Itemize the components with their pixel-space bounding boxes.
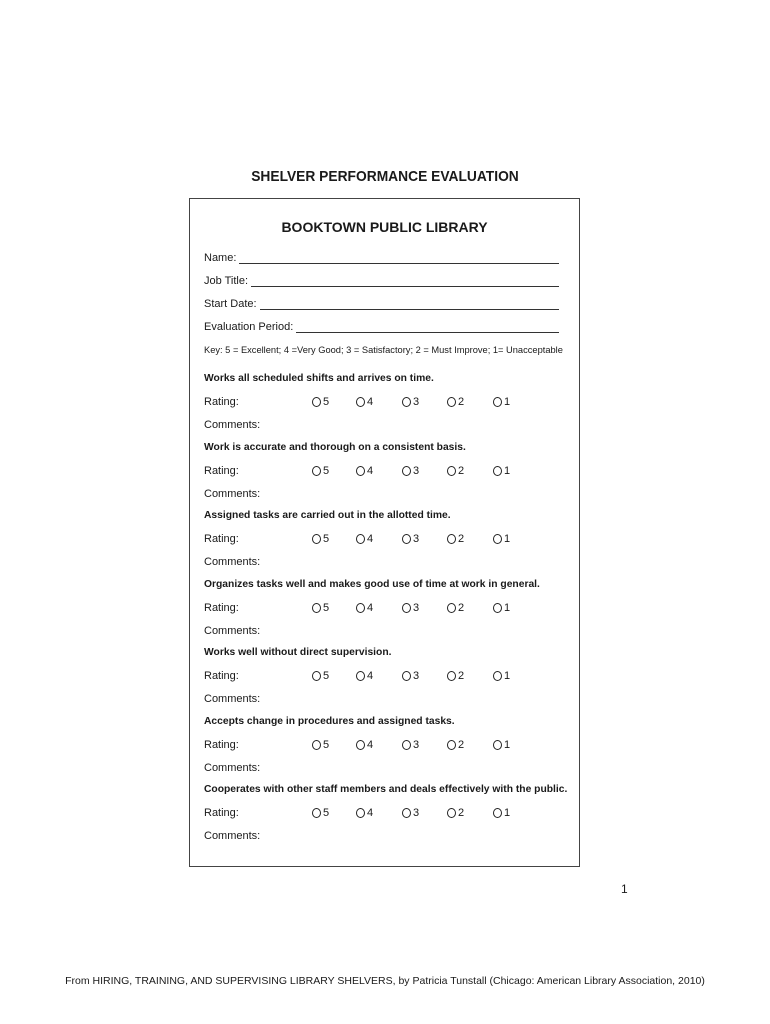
rating-option-label: 3 [413, 738, 420, 751]
job-title-field[interactable] [204, 275, 559, 287]
radio-circle-icon[interactable] [312, 397, 321, 407]
radio-circle-icon[interactable] [402, 808, 411, 818]
source-citation: From HIRING, TRAINING, AND SUPERVISING LIBRARY SHELVERS, by Patricia Tunstall (Chicago: American Library Association, 2010) [65, 975, 705, 987]
job-title-input-line[interactable] [251, 276, 559, 287]
rating-option-label: 1 [504, 670, 511, 682]
rating-option-1[interactable] [493, 465, 510, 477]
radio-circle-icon[interactable] [447, 534, 456, 544]
radio-circle-icon[interactable] [402, 466, 411, 476]
rating-option-label: 5 [323, 464, 330, 477]
rating-option-5[interactable] [312, 807, 329, 819]
radio-circle-icon[interactable] [402, 740, 411, 750]
question-section [204, 784, 568, 852]
rating-option-4[interactable] [356, 807, 373, 819]
rating-option-1[interactable] [493, 533, 510, 545]
name-field[interactable] [204, 252, 559, 264]
name-input-line[interactable] [239, 253, 559, 264]
rating-option-1[interactable] [493, 807, 510, 819]
rating-option-4[interactable] [356, 396, 373, 408]
rating-option-2[interactable] [447, 465, 464, 477]
radio-circle-icon[interactable] [312, 740, 321, 750]
comments-label: Comments: [204, 624, 261, 637]
rating-option-3[interactable] [402, 602, 419, 614]
rating-option-label: 1 [504, 601, 511, 614]
radio-circle-icon[interactable] [356, 740, 365, 750]
rating-option-2[interactable] [447, 396, 464, 408]
question-section [204, 373, 565, 441]
rating-option-3[interactable] [402, 670, 419, 682]
start-date-label: Start Date: [204, 298, 257, 310]
rating-option-4[interactable] [356, 739, 373, 751]
page-title: SHELVER PERFORMANCE EVALUATION [251, 168, 519, 185]
rating-option-label: 2 [458, 738, 465, 751]
question-text: Works all scheduled shifts and arrives on time. [204, 373, 434, 384]
rating-option-label: 3 [413, 464, 420, 477]
rating-option-5[interactable] [312, 739, 329, 751]
rating-option-4[interactable] [356, 533, 373, 545]
rating-option-1[interactable] [493, 739, 510, 751]
rating-option-label: 1 [504, 738, 511, 751]
radio-circle-icon[interactable] [402, 603, 411, 613]
rating-option-3[interactable] [402, 396, 419, 408]
job-title-label: Job Title: [204, 275, 249, 287]
rating-label: Rating: [204, 601, 239, 614]
radio-circle-icon[interactable] [402, 397, 411, 407]
page-number: 1 [621, 882, 628, 896]
rating-option-label: 1 [504, 396, 511, 408]
rating-option-label: 4 [367, 396, 374, 408]
radio-circle-icon[interactable] [493, 740, 502, 750]
comments-label: Comments: [204, 419, 261, 431]
rating-option-label: 3 [413, 601, 420, 614]
radio-circle-icon[interactable] [493, 808, 502, 818]
radio-circle-icon[interactable] [493, 466, 502, 476]
radio-circle-icon[interactable] [356, 466, 365, 476]
rating-option-3[interactable] [402, 807, 419, 819]
comments-label: Comments: [204, 487, 261, 500]
rating-option-label: 3 [413, 670, 420, 682]
rating-option-4[interactable] [356, 465, 373, 477]
comments-label: Comments: [204, 693, 261, 705]
rating-option-label: 5 [323, 601, 330, 614]
rating-label: Rating: [204, 738, 239, 751]
question-section [204, 510, 565, 578]
rating-option-5[interactable] [312, 465, 329, 477]
rating-option-label: 2 [458, 533, 465, 545]
question-text: Work is accurate and thorough on a consistent basis. [204, 441, 466, 453]
rating-option-3[interactable] [402, 533, 419, 545]
question-text: Works well without direct supervision. [204, 647, 392, 658]
rating-option-5[interactable] [312, 533, 329, 545]
rating-option-2[interactable] [447, 533, 464, 545]
rating-option-label: 5 [323, 670, 330, 682]
rating-label: Rating: [204, 670, 239, 682]
question-text: Cooperates with other staff members and deals effectively with the public. [204, 784, 568, 795]
radio-circle-icon[interactable] [493, 671, 502, 681]
rating-option-label: 1 [504, 807, 511, 819]
rating-option-2[interactable] [447, 739, 464, 751]
rating-option-2[interactable] [447, 602, 464, 614]
rating-option-5[interactable] [312, 396, 329, 408]
radio-circle-icon[interactable] [447, 603, 456, 613]
rating-label: Rating: [204, 807, 239, 819]
rating-option-label: 2 [458, 670, 465, 682]
question-text: Organizes tasks well and makes good use of time at work in general. [204, 578, 540, 590]
radio-circle-icon[interactable] [312, 808, 321, 818]
question-section [204, 579, 565, 647]
rating-option-2[interactable] [447, 807, 464, 819]
radio-circle-icon[interactable] [493, 397, 502, 407]
question-section [204, 442, 565, 510]
rating-option-label: 2 [458, 464, 465, 477]
rating-option-label: 4 [367, 807, 374, 819]
radio-circle-icon[interactable] [402, 534, 411, 544]
radio-circle-icon[interactable] [493, 534, 502, 544]
rating-option-label: 4 [367, 738, 374, 751]
rating-option-label: 4 [367, 464, 374, 477]
radio-circle-icon[interactable] [312, 466, 321, 476]
radio-circle-icon[interactable] [447, 808, 456, 818]
rating-option-label: 4 [367, 533, 374, 545]
radio-circle-icon[interactable] [312, 671, 321, 681]
comments-label: Comments: [204, 761, 261, 774]
question-text: Assigned tasks are carried out in the allotted time. [204, 510, 451, 521]
rating-option-label: 2 [458, 807, 465, 819]
radio-circle-icon[interactable] [356, 603, 365, 613]
rating-option-5[interactable] [312, 602, 329, 614]
rating-option-label: 5 [323, 807, 330, 819]
radio-circle-icon[interactable] [312, 603, 321, 613]
evaluation-period-field[interactable] [204, 321, 559, 333]
radio-circle-icon[interactable] [402, 671, 411, 681]
start-date-field[interactable] [204, 298, 559, 310]
radio-circle-icon[interactable] [493, 603, 502, 613]
evaluation-period-input-line[interactable] [296, 322, 559, 333]
start-date-input-line[interactable] [260, 299, 559, 310]
rating-option-label: 1 [504, 533, 511, 545]
comments-label: Comments: [204, 830, 261, 842]
rating-option-label: 5 [323, 533, 330, 545]
rating-option-2[interactable] [447, 670, 464, 682]
rating-option-label: 5 [323, 396, 330, 408]
rating-option-3[interactable] [402, 739, 419, 751]
rating-option-1[interactable] [493, 602, 510, 614]
question-section [204, 647, 565, 715]
rating-option-1[interactable] [493, 396, 510, 408]
rating-option-label: 2 [458, 601, 465, 614]
comments-label: Comments: [204, 556, 261, 568]
radio-circle-icon[interactable] [447, 671, 456, 681]
rating-label: Rating: [204, 464, 239, 477]
rating-option-label: 4 [367, 601, 374, 614]
rating-label: Rating: [204, 533, 239, 545]
question-text: Accepts change in procedures and assigned tasks. [204, 715, 455, 727]
name-label: Name: [204, 252, 237, 264]
rating-option-label: 3 [413, 396, 420, 408]
rating-option-label: 3 [413, 807, 420, 819]
radio-circle-icon[interactable] [447, 466, 456, 476]
radio-circle-icon[interactable] [356, 534, 365, 544]
question-section [204, 716, 565, 784]
radio-circle-icon[interactable] [356, 671, 365, 681]
evaluation-period-label: Evaluation Period: [204, 321, 294, 333]
rating-key: Key: 5 = Excellent; 4 =Very Good; 3 = Satisfactory; 2 = Must Improve; 1= Unacceptable [204, 345, 563, 355]
radio-circle-icon[interactable] [447, 397, 456, 407]
library-name: BOOKTOWN PUBLIC LIBRARY [281, 219, 488, 235]
radio-circle-icon[interactable] [447, 740, 456, 750]
rating-option-1[interactable] [493, 670, 510, 682]
rating-option-label: 2 [458, 396, 465, 408]
rating-option-4[interactable] [356, 670, 373, 682]
rating-option-4[interactable] [356, 602, 373, 614]
radio-circle-icon[interactable] [312, 534, 321, 544]
rating-option-label: 3 [413, 533, 420, 545]
radio-circle-icon[interactable] [356, 808, 365, 818]
rating-label: Rating: [204, 396, 239, 408]
rating-option-5[interactable] [312, 670, 329, 682]
rating-option-label: 5 [323, 738, 330, 751]
evaluation-form [189, 198, 580, 867]
radio-circle-icon[interactable] [356, 397, 365, 407]
rating-option-3[interactable] [402, 465, 419, 477]
rating-option-label: 4 [367, 670, 374, 682]
rating-option-label: 1 [504, 464, 511, 477]
